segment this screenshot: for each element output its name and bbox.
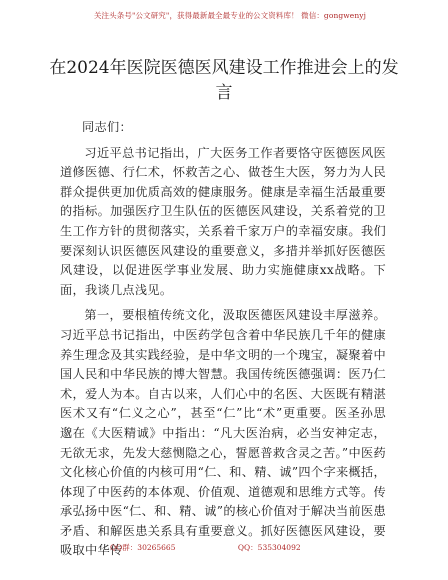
footer-contact bbox=[110, 542, 350, 553]
footer-qq-group: QQ群：30265665 bbox=[110, 543, 176, 552]
paragraph-1: 习近平总书记指出，广大医务工作者要恪守医德医风医道修医德、行仁术，怀救苦之心、做苍生大医，努力为人民群众提供更加优质高效的健康服务。健康是幸福生活最重要的指标。加强医疗卫生队伍的医德医风建设，关系着党的卫生工作方针的贯彻落实，关系着千家万户的幸福安康。我们要深刻认识医德医风建设的重要意义，多措并举抓好医德医风建设，以促进医学事业发展、助力实施健康xx战略。下面，我谈几点浅见。 bbox=[60, 145, 386, 297]
footer-qq: QQ：535304092 bbox=[237, 543, 301, 552]
paragraph-2: 第一，要根植传统文化，汲取医德医风建设丰厚滋养。习近平总书记指出，中医药学包含着中华民族几千年的健康养生理念及其实践经验，是中华文明的一个瑰宝，凝聚着中国人民和中华民族的博大智慧。我国传统医德强调：医乃仁术，爱人为本。自古以来，人们心中的名医、大医既有精湛医术又有“仁义之心”，甚至“仁”比“术”更重要。医圣孙思邈在《大医精诚》中指出：“凡大医治病，必当安神定志，无欲无求，先发大慈恻隐之心，誓愿普救含灵之苦。”中医药文化核心价值的内核可用“仁、和、精、诚”四个字来概括，体现了中医药的本体观、价值观、道德观和思维方式等。传承弘扬中医“仁、和、精、诚”的核心价值对于解决当前医患矛盾、和解医患关系具有重要意义。抓好医德医风建设，要吸取中华传 bbox=[60, 308, 386, 558]
document-title: 在2024年医院医德医风建设工作推进会上的发言 bbox=[49, 58, 399, 103]
salutation: 同志们： bbox=[82, 120, 132, 134]
document-body bbox=[60, 118, 386, 567]
header-promo-text: 关注头条号"公文研究"，获得最新最全最专业的公文资料库！ 微信：gongwenyj bbox=[93, 11, 367, 20]
